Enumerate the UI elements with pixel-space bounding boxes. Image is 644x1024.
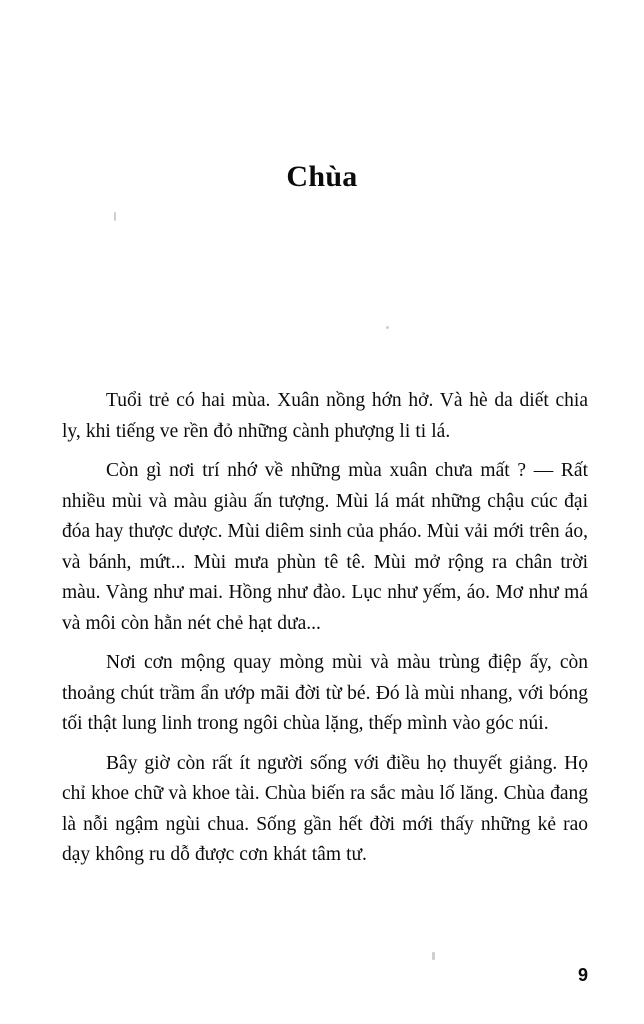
paragraph: Tuổi trẻ có hai mùa. Xuân nồng hớn hở. Và hè da diết chia ly, khi tiếng ve rền đỏ những cành phượng li ti lá. (62, 390, 588, 442)
paragraph: Bây giờ còn rất ít người sống với điều họ thuyết giảng. Họ chỉ khoe chữ và khoe tài. Chùa biến ra sắc màu lố lăng. Chùa đang là nỗi ngậm ngùi chua. Sống gần hết đời mới thấy những kẻ rao dạy không ru dỗ được cơn khát tâm tư. (62, 752, 588, 865)
page-title: Chùa (286, 160, 358, 193)
paragraph: Còn gì nơi trí nhớ về những mùa xuân chưa mất ? — Rất nhiều mùi và màu giàu ấn tượng. Mùi lá mát những chậu cúc đại đóa hay thược dược. Mùi diêm sinh của pháo. Mùi vải mới trên áo, và bánh, mứt... Mùi mưa phùn tê tê. Mùi mở rộng ra chân trời màu. Vàng như mai. Hồng như đào. Lục như yếm, áo. Mơ như má và môi còn hằn nét chẻ hạt dưa... (62, 460, 588, 634)
paper-speck-icon (114, 212, 116, 221)
page-number: 9 (577, 965, 588, 985)
paper-speck-icon (432, 952, 435, 960)
paper-speck-icon (386, 326, 389, 329)
paragraph: Nơi cơn mộng quay mòng mùi và màu trùng điệp ấy, còn thoảng chút trầm ẩn ướp mãi đời từ bé. Đó là mùi nhang, với bóng tối thật lung linh trong ngôi chùa lặng, thếp mình vào góc núi. (62, 652, 588, 734)
body-text (62, 386, 588, 871)
